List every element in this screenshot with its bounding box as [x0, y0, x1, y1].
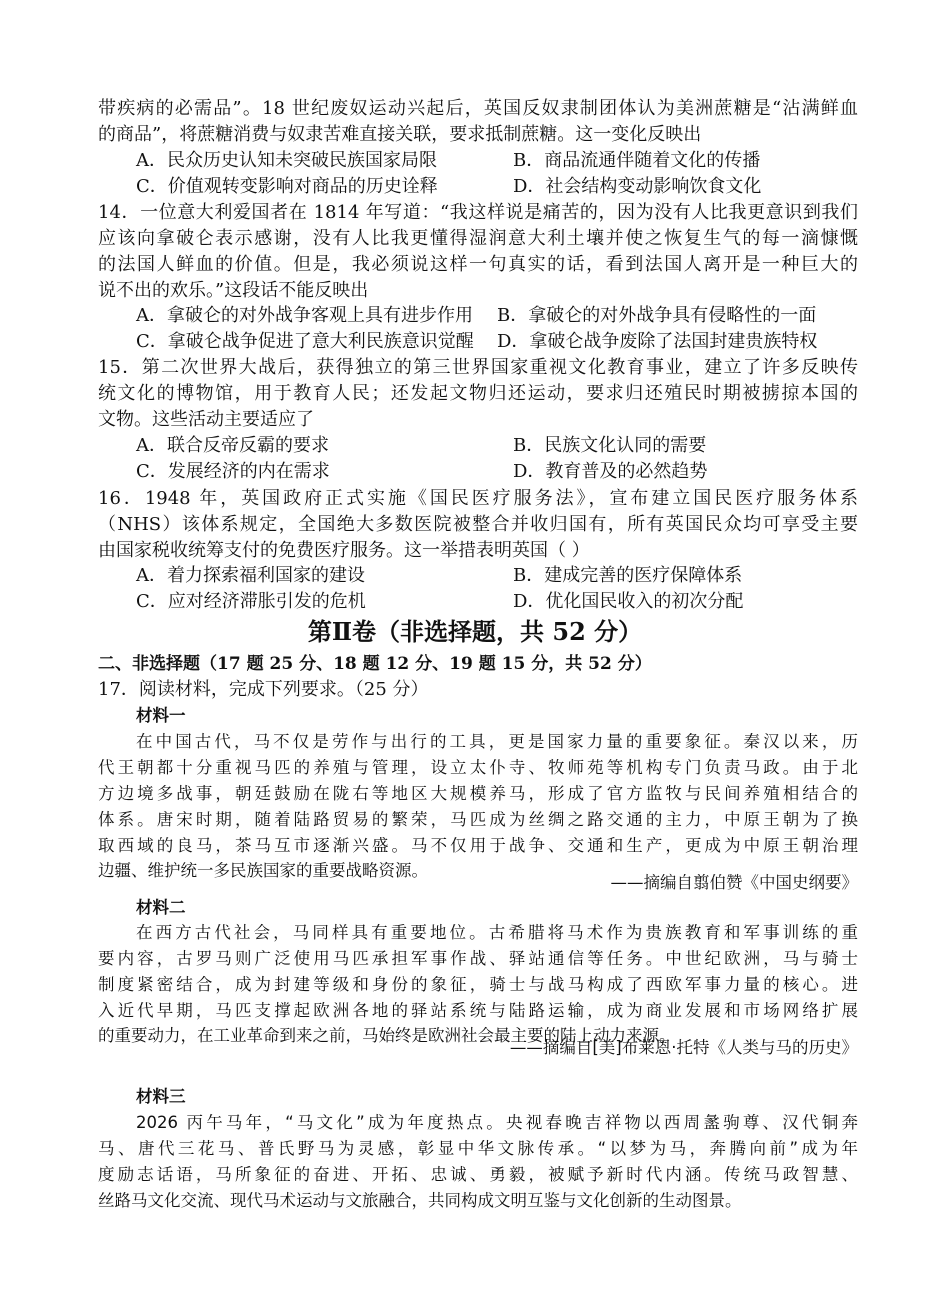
material3-line-2: 马、唐代三花马、普氏野马为灵感，彰显中华文脉传承。“以梦为马，奔腾向前”成为年: [98, 1139, 858, 1158]
q15-option-a: A．联合反帝反霸的要求: [136, 435, 329, 456]
q14-line-3: 的法国人鲜血的价值。但是，我必须说这样一句真实的话，看到法国人离开是一种巨大的: [98, 254, 858, 275]
q16-line-1: 16．1948 年，英国政府正式实施《国民医疗服务法》，宣布建立国民医疗服务体系: [98, 488, 858, 509]
q16-option-a: A．着力探索福利国家的建设: [136, 565, 365, 586]
q15-line-2: 统文化的博物馆，用于教育人民；还发起文物归还运动，要求归还殖民时期被掳掠本国的: [98, 383, 858, 404]
q13-option-c: C．价值观转变影响对商品的历史诠释: [136, 176, 438, 197]
material3-line-4: 丝路马文化交流、现代马术运动与文旅融合，共同构成文明互鉴与文化创新的生动图景。: [98, 1191, 742, 1210]
part2-heading: 第Ⅱ卷（非选择题，共 52 分）: [307, 617, 643, 646]
material2-line-1: 在西方古代社会，马同样具有重要地位。古希腊将马术作为贵族教育和军事训练的重: [136, 923, 858, 942]
material2-line-4: 入近代早期，马匹支撑起欧洲各地的驿站系统与陆路运输，成为商业发展和市场网络扩展: [98, 1001, 858, 1020]
material2-source: ——摘编自[美]布莱恩·托特《人类与马的历史》: [509, 1038, 858, 1057]
q15-option-d: D．教育普及的必然趋势: [513, 461, 708, 482]
material2-line-3: 制度紧密结合，成为封建等级和身份的象征，骑士与战马构成了西欧军事力量的核心。进: [98, 975, 858, 994]
q16-line-2: （NHS）该体系规定，全国绝大多数医院被整合并收归国有，所有英国民众均可享受主要: [98, 514, 858, 535]
q16-option-c: C．应对经济滞胀引发的危机: [136, 591, 366, 612]
q16-option-d: D．优化国民收入的初次分配: [513, 591, 744, 612]
q14-option-b: B．拿破仑的对外战争具有侵略性的一面: [497, 305, 817, 326]
q17-prompt: 17．阅读材料，完成下列要求。（25 分）: [98, 679, 429, 700]
q13-option-a: A．民众历史认知未突破民族国家局限: [136, 150, 437, 171]
q14-option-a: A．拿破仑的对外战争客观上具有进步作用: [136, 305, 473, 326]
material1-line-2: 代王朝都十分重视马匹的养殖与管理，设立太仆寺、牧师苑等机构专门负责马政。由于北: [98, 758, 858, 777]
q14-line-4: 说不出的欢乐。”这段话不能反映出: [98, 280, 369, 301]
material1-line-4: 体系。唐宋时期，随着陆路贸易的繁荣，马匹成为丝绸之路交通的主力，中原王朝为了换: [98, 810, 858, 829]
q16-line-3: 由国家税收统筹支付的免费医疗服务。这一举措表明英国（ ）: [98, 540, 590, 561]
material3-line-3: 度励志话语，马所象征的奋进、开拓、忠诚、勇毅，被赋予新时代内涵。传统马政智慧、: [98, 1165, 858, 1184]
q15-line-3: 文物。这些活动主要适应了: [98, 409, 314, 430]
material1-line-1: 在中国古代，马不仅是劳作与出行的工具，更是国家力量的重要象征。秦汉以来，历: [136, 732, 858, 751]
material3-line-1: 2026 丙午马年，“马文化”成为年度热点。央视春晚吉祥物以西周盠驹尊、汉代铜奔: [136, 1113, 858, 1132]
q13-option-d: D．社会结构变动影响饮食文化: [513, 176, 762, 197]
material2-line-2: 要内容，古罗马则广泛使用马匹承担军事作战、驿站通信等任务。中世纪欧洲，马与骑士: [98, 949, 858, 968]
q15-option-c: C．发展经济的内在需求: [136, 461, 330, 482]
q13-option-b: B．商品流通伴随着文化的传播: [513, 150, 761, 171]
section-title: 二、非选择题（17 题 25 分、18 题 12 分、19 题 15 分，共 52 分）: [98, 654, 652, 674]
q13-line-1: 带疾病的必需品”。18 世纪废奴运动兴起后，英国反奴隶制团体认为美洲蔗糖是“沾满鲜血: [98, 98, 858, 119]
material1-title: 材料一: [136, 706, 186, 725]
q14-option-d: D．拿破仑战争废除了法国封建贵族特权: [497, 331, 818, 352]
q16-option-b: B．建成完善的医疗保障体系: [513, 565, 743, 586]
material3-title: 材料三: [136, 1087, 186, 1106]
material1-line-6: 边疆、维护统一多民族国家的重要战略资源。: [98, 861, 428, 880]
material2-title: 材料二: [136, 898, 186, 917]
material2-line-5: 的重要动力，在工业革命到来之前，马始终是欧洲社会最主要的陆上动力来源。: [98, 1026, 676, 1045]
q14-line-2: 应该向拿破仑表示感谢，没有人比我更懂得湿润意大利土壤并使之恢复生气的每一滴慷慨: [98, 228, 858, 249]
q14-line-1: 14．一位意大利爱国者在 1814 年写道：“我这样说是痛苦的，因为没有人比我更意识到我们: [98, 202, 858, 223]
material1-source: ——摘编自翦伯赞《中国史纲要》: [610, 873, 858, 892]
q15-option-b: B．民族文化认同的需要: [513, 435, 707, 456]
material1-line-3: 方边境多战事，朝廷鼓励在陇右等地区大规模养马，形成了官方监牧与民间养殖相结合的: [98, 784, 858, 803]
q13-line-2: 的商品”，将蔗糖消费与奴隶苦难直接关联，要求抵制蔗糖。这一变化反映出: [98, 124, 702, 145]
q14-option-c: C．拿破仑战争促进了意大利民族意识觉醒: [136, 331, 474, 352]
material1-line-5: 取西域的良马，茶马互市逐渐兴盛。马不仅用于战争、交通和生产，更成为中原王朝治理: [98, 836, 858, 855]
q15-line-1: 15．第二次世界大战后，获得独立的第三世界国家重视文化教育事业，建立了许多反映传: [98, 357, 858, 378]
